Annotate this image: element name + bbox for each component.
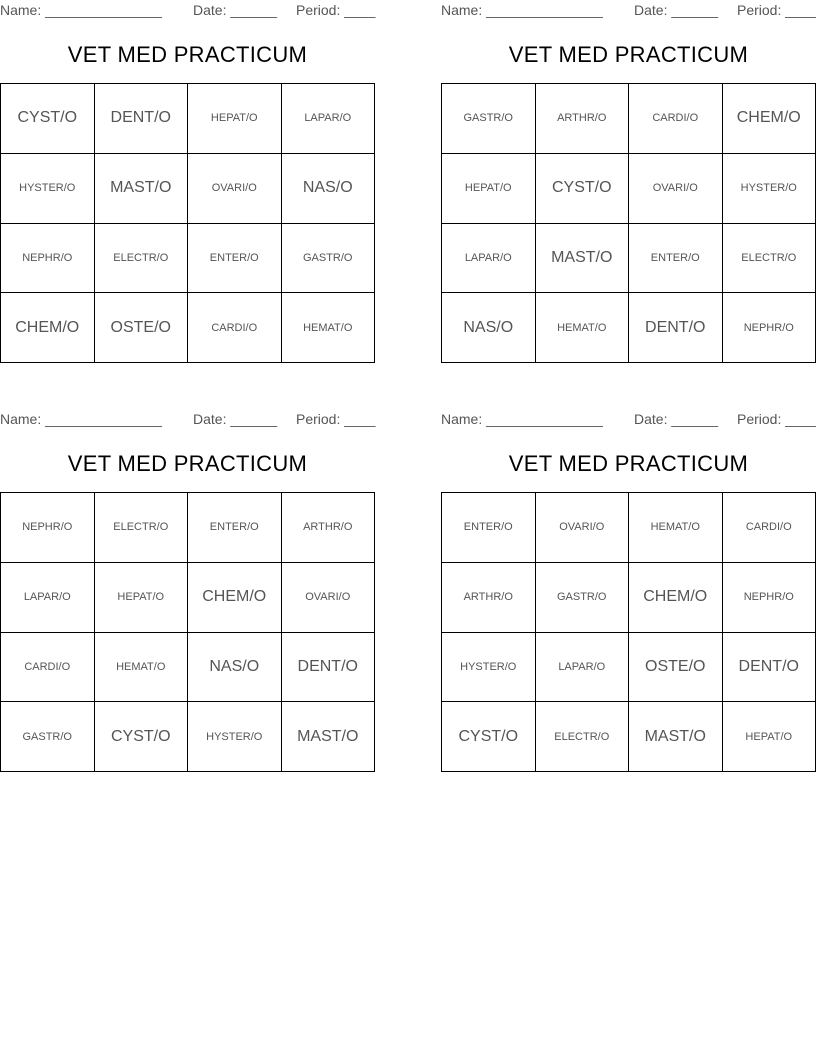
bingo-cell: HYSTER/O [1,154,95,224]
bingo-cell: HYSTER/O [723,154,816,224]
bingo-cell: HEMAT/O [629,493,723,563]
bingo-cell: OVARI/O [188,154,282,224]
bingo-cell: CARDI/O [723,493,816,563]
bingo-cell: OSTE/O [95,293,189,363]
period-field: Period: ____ [296,411,376,427]
bingo-cell: CYST/O [536,154,630,224]
bingo-cell: NEPHR/O [1,224,95,294]
name-field: Name: _______________ [0,2,162,18]
bingo-grid [0,492,375,772]
bingo-cell: LAPAR/O [536,633,630,703]
bingo-cell: HEMAT/O [536,293,630,363]
bingo-cell: ELECTR/O [95,493,189,563]
card-header [441,409,816,431]
period-field: Period: ____ [737,411,816,427]
bingo-cell: ARTHR/O [282,493,376,563]
bingo-grid [441,83,816,363]
bingo-cell: HEPAT/O [442,154,536,224]
bingo-cell: ELECTR/O [95,224,189,294]
card-title: VET MED PRACTICUM [508,451,749,476]
bingo-cell: HEMAT/O [282,293,376,363]
bingo-cell: CARDI/O [629,84,723,154]
period-field: Period: ____ [737,2,816,18]
name-field: Name: _______________ [441,2,603,18]
bingo-cell: ENTER/O [629,224,723,294]
bingo-card [441,409,816,745]
bingo-cell: OVARI/O [536,493,630,563]
bingo-cell: GASTR/O [536,563,630,633]
bingo-grid [441,492,816,772]
card-title: VET MED PRACTICUM [67,451,308,476]
bingo-cell: HEPAT/O [188,84,282,154]
date-field: Date: ______ [193,2,278,18]
bingo-cell: HYSTER/O [188,702,282,772]
bingo-cell: HEMAT/O [95,633,189,703]
bingo-cell: CHEM/O [629,563,723,633]
bingo-cell: DENT/O [723,633,816,703]
bingo-cell: MAST/O [629,702,723,772]
bingo-card [0,0,376,336]
bingo-cell: OVARI/O [629,154,723,224]
bingo-cell: CHEM/O [188,563,282,633]
bingo-cell: ARTHR/O [442,563,536,633]
bingo-cell: NEPHR/O [723,293,816,363]
bingo-cell: CHEM/O [1,293,95,363]
bingo-cell: ENTER/O [188,493,282,563]
card-title: VET MED PRACTICUM [508,42,749,67]
date-field: Date: ______ [193,411,278,427]
card-header [0,0,375,22]
date-field: Date: ______ [634,411,719,427]
bingo-cell: GASTR/O [282,224,376,294]
bingo-cell: HEPAT/O [723,702,816,772]
bingo-cell: CARDI/O [188,293,282,363]
bingo-cell: ENTER/O [188,224,282,294]
bingo-cell: OSTE/O [629,633,723,703]
bingo-cell: NAS/O [188,633,282,703]
bingo-cell: ELECTR/O [723,224,816,294]
period-field: Period: ____ [296,2,376,18]
bingo-cell: DENT/O [282,633,376,703]
bingo-cell: DENT/O [629,293,723,363]
bingo-cell: ENTER/O [442,493,536,563]
bingo-card [441,0,816,336]
name-field: Name: _______________ [0,411,162,427]
bingo-cell: ELECTR/O [536,702,630,772]
bingo-card [0,409,376,745]
card-title: VET MED PRACTICUM [67,42,308,67]
bingo-cell: HEPAT/O [95,563,189,633]
bingo-cell: NAS/O [282,154,376,224]
bingo-cell: DENT/O [95,84,189,154]
date-field: Date: ______ [634,2,719,18]
bingo-grid [0,83,375,363]
bingo-cell: LAPAR/O [282,84,376,154]
bingo-cell: NEPHR/O [723,563,816,633]
bingo-cell: LAPAR/O [442,224,536,294]
bingo-cell: GASTR/O [1,702,95,772]
bingo-cell: MAST/O [536,224,630,294]
bingo-cell: LAPAR/O [1,563,95,633]
bingo-cell: MAST/O [282,702,376,772]
bingo-cell: MAST/O [95,154,189,224]
bingo-cell: CYST/O [95,702,189,772]
bingo-cell: CYST/O [1,84,95,154]
bingo-cell: NEPHR/O [1,493,95,563]
name-field: Name: _______________ [441,411,603,427]
bingo-cell: HYSTER/O [442,633,536,703]
bingo-cell: NAS/O [442,293,536,363]
bingo-cell: GASTR/O [442,84,536,154]
bingo-cell: CYST/O [442,702,536,772]
card-header [0,409,375,431]
bingo-cell: CARDI/O [1,633,95,703]
bingo-cell: ARTHR/O [536,84,630,154]
bingo-cell: OVARI/O [282,563,376,633]
bingo-cell: CHEM/O [723,84,816,154]
card-header [441,0,816,22]
